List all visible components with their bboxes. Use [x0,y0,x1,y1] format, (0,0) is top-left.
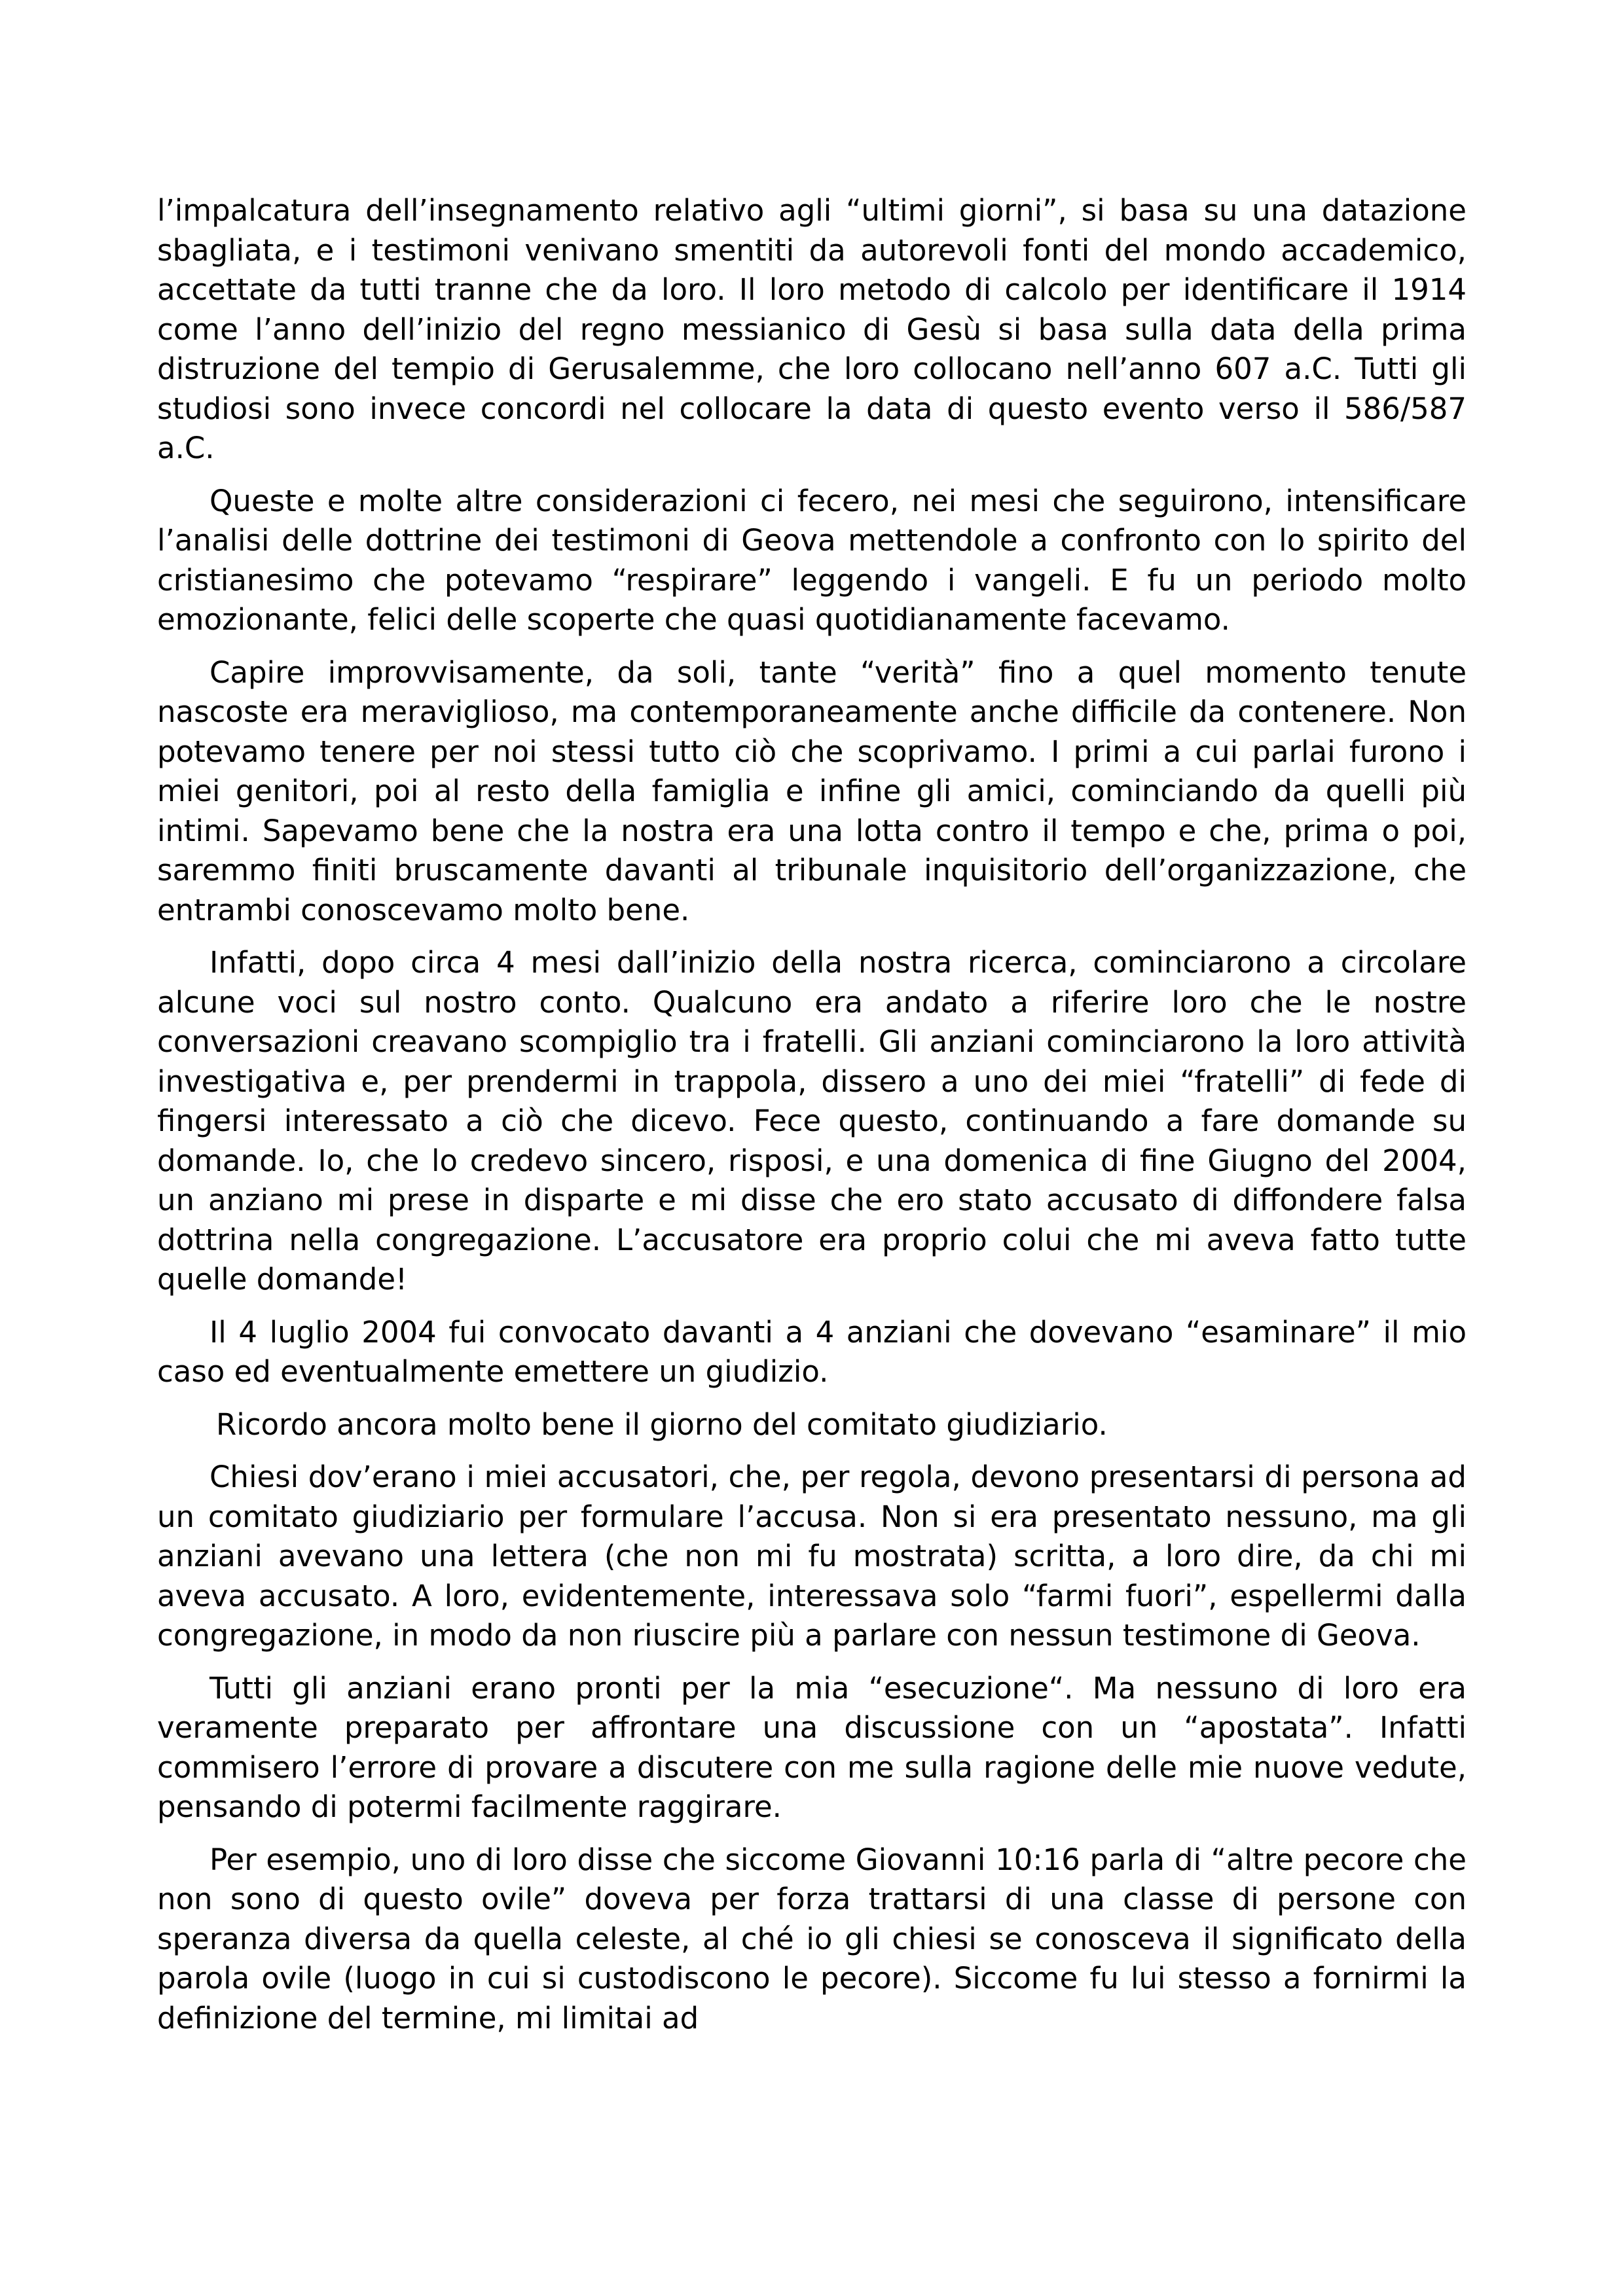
paragraph-investigation: Infatti, dopo circa 4 mesi dall’inizio della nostra ricerca, cominciarono a circolare alcune voci sul nostro conto. Qualcuno era andato a riferire loro che le nostre conversazioni creavano scompiglio tra i fratelli. Gli anziani cominciarono la loro attività investigativa e, per prendermi in trappola, dissero a uno dei miei “fratelli” di fede di fingersi interessato a ciò che dicevo. Fece questo, continuando a fare domande su domande. Io, che lo credevo sincero, risposi, e una domenica di fine Giugno del 2004, un anziano mi prese in disparte e mi disse che ero stato accusato di diffondere falsa dottrina nella congregazione. L’accusatore era proprio colui che mi aveva fatto tutte quelle domande! [157,945,1467,1297]
paragraph-considerations: Queste e molte altre considerazioni ci fecero, nei mesi che seguirono, intensificare l’analisi delle dottrine dei testimoni di Geova mettendole a confronto con lo spirito del cristianesimo che potevamo “respirare” leggendo i vangeli. E fu un periodo molto emozionante, felici delle scoperte che quasi quotidianamente facevamo. [157,483,1467,637]
paragraph-execution: Tutti gli anziani erano pronti per la mia “esecuzione“. Ma nessuno di loro era veramente preparato per affrontare una discussione con un “apostata”. Infatti commisero l’errore di provare a discutere con me sulla ragione delle mie nuove vedute, pensando di potermi facilmente raggirare. [157,1670,1467,1824]
document-page [157,191,1467,2051]
paragraph-convocation: Il 4 luglio 2004 fui convocato davanti a 4 anziani che dovevano “esaminare” il mio caso ed eventualmente emettere un giudizio. [157,1314,1467,1389]
paragraph-continuation-dating: l’impalcatura dell’insegnamento relativo agli “ultimi giorni”, si basa su una datazione sbagliata, e i testimoni venivano smentiti da autorevoli fonti del mondo accademico, accettate da tutti tranne che da loro. Il loro metodo di calcolo per identificare il 1914 come l’anno dell’inizio del regno messianico di Gesù si basa sulla data della prima distruzione del tempio di Gerusalemme, che loro collocano nell’anno 607 a.C. Tutti gli studiosi sono invece concordi nel collocare la data di questo evento verso il 586/587 a.C. [157,193,1467,465]
paragraph-discoveries: Capire improvvisamente, da soli, tante “verità” fino a quel momento tenute nascoste era meraviglioso, ma contemporaneamente anche difficile da contenere. Non potevamo tenere per noi stessi tutto ciò che scoprivamo. I primi a cui parlai furono i miei genitori, poi al resto della famiglia e infine gli amici, cominciando da quelli più intimi. Sapevamo bene che la nostra era una lotta contro il tempo e che, prima o poi, saremmo finiti bruscamente davanti al tribunale inquisitorio dell’organizzazione, che entrambi conoscevamo molto bene. [157,655,1467,927]
paragraph-example-sheepfold: Per esempio, uno di loro disse che siccome Giovanni 10:16 parla di “altre pecore che non sono di questo ovile” doveva per forza trattarsi di una classe di persone con speranza diversa da quella celeste, al ché io gli chiesi se conosceva il significato della parola ovile (luogo in cui si custodiscono le pecore). Siccome fu lui stesso a fornirmi la definizione del termine, mi limitai ad [157,1842,1467,2036]
paragraph-accusers: Chiesi dov’erano i miei accusatori, che, per regola, devono presentarsi di persona ad un comitato giudiziario per formulare l’accusa. Non si era presentato nessuno, ma gli anziani avevano una lettera (che non mi fu mostrata) scritta, a loro dire, da chi mi aveva accusato. A loro, evidentemente, interessava solo “farmi fuori”, espellermi dalla congregazione, in modo da non riuscire più a parlare con nessun testimone di Geova. [157,1460,1467,1653]
paragraph-committee-memory: Ricordo ancora molto bene il giorno del comitato giudiziario. [216,1407,1108,1442]
